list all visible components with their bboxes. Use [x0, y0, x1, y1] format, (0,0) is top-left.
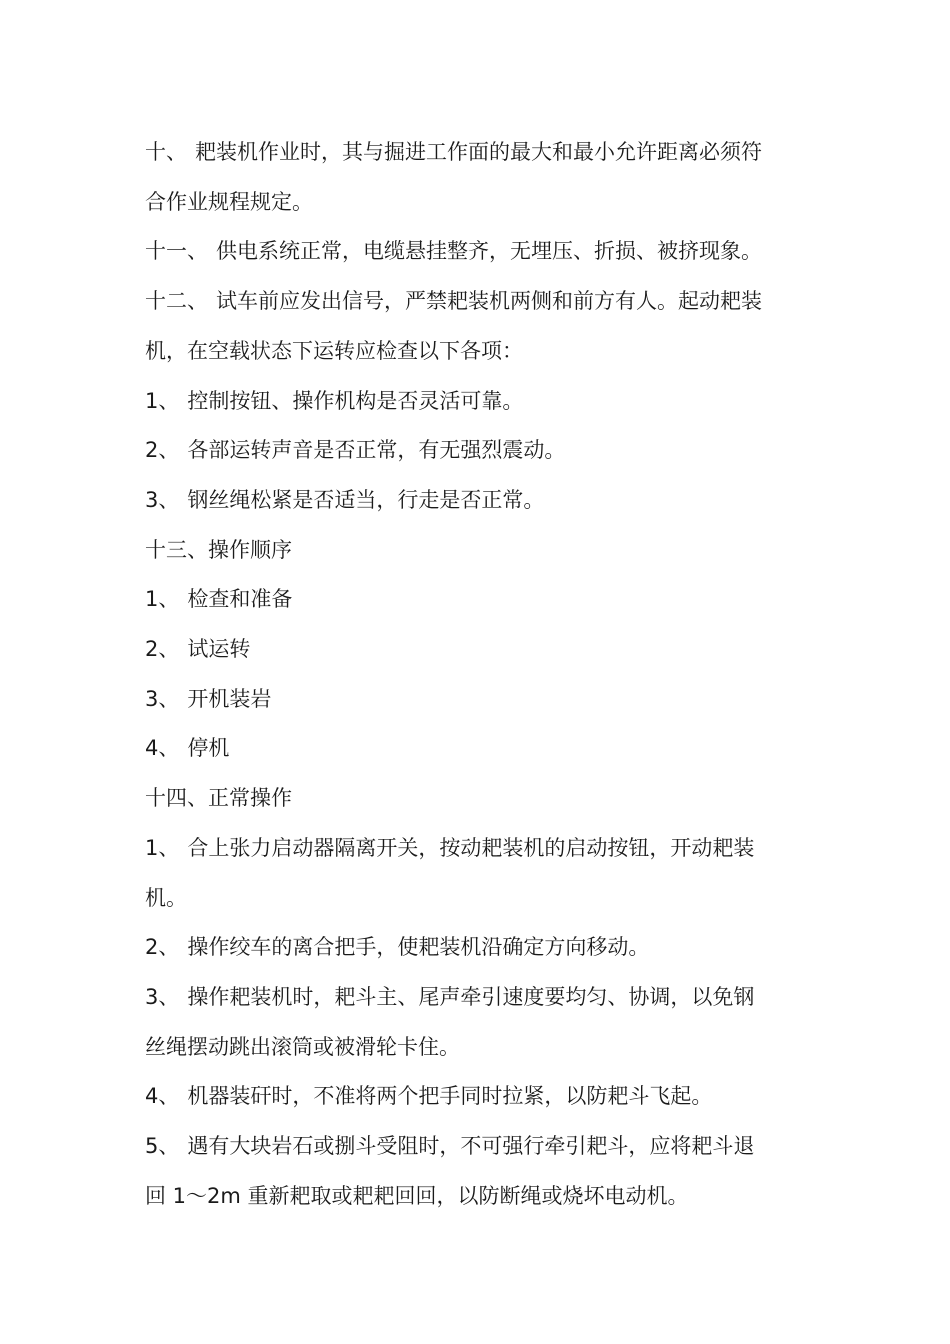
paragraph-line — [145, 1023, 810, 1073]
item-text: 合作业规程规定。 — [145, 189, 313, 214]
item-text: 丝绳摆动跳出滚筒或被滑轮卡住。 — [145, 1034, 460, 1059]
item-text: 回 1～2m 重新耙取或耙耙回回，以防断绳或烧坏电动机。 — [145, 1183, 689, 1208]
item-marker: 4、 — [145, 1084, 180, 1109]
item-text: 操作绞车的离合把手，使耙装机沿确定方向移动。 — [187, 935, 650, 960]
list-item — [145, 675, 810, 725]
item-marker: 3、 — [145, 487, 180, 512]
paragraph-line — [145, 227, 810, 277]
item-marker: 十二、 — [145, 289, 208, 314]
item-text: 十三、操作顺序 — [145, 537, 292, 562]
list-item — [145, 377, 810, 427]
item-marker: 十、 — [145, 140, 187, 164]
item-text: 遇有大块岩石或捌斗受阻时，不可强行牵引耙斗，应将耙斗退 — [187, 1134, 755, 1159]
item-text: 检查和准备 — [187, 587, 293, 612]
item-text: 开机装岩 — [187, 686, 272, 711]
item-text: 试车前应发出信号，严禁耙装机两侧和前方有人。起动耙装 — [216, 289, 762, 314]
item-text: 机。 — [145, 885, 187, 910]
list-item — [145, 923, 810, 973]
item-marker: 3、 — [145, 686, 180, 711]
item-marker: 4、 — [145, 736, 180, 761]
item-marker: 2、 — [145, 935, 180, 960]
list-item — [145, 973, 810, 1023]
item-marker: 5、 — [145, 1134, 180, 1159]
item-text: 钢丝绳松紧是否适当，行走是否正常。 — [187, 487, 545, 512]
section-heading — [145, 526, 810, 576]
item-marker: 1、 — [145, 388, 180, 413]
list-item — [145, 824, 810, 874]
item-text: 机器装矸时，不准将两个把手同时拉紧，以防耙斗飞起。 — [187, 1084, 713, 1109]
item-text: 十四、正常操作 — [145, 786, 292, 811]
item-marker: 3、 — [145, 984, 180, 1009]
list-item — [145, 1122, 810, 1172]
list-item — [145, 625, 810, 675]
item-marker: 1、 — [145, 835, 180, 860]
item-text: 操作耙装机时，耙斗主、尾声牵引速度要均匀、协调，以免钢 — [187, 984, 755, 1009]
list-item — [145, 476, 810, 526]
list-item — [145, 426, 810, 476]
paragraph-line — [145, 277, 810, 327]
list-item — [145, 724, 810, 774]
paragraph-line — [145, 1172, 810, 1222]
paragraph-line — [145, 874, 810, 924]
document-body — [145, 128, 810, 1221]
item-text: 合上张力启动器隔离开关，按动耙装机的启动按钮，开动耙装 — [187, 835, 755, 860]
item-marker: 2、 — [145, 637, 180, 662]
item-text: 耙装机作业时，其与掘进工作面的最大和最小允许距离必须符 — [195, 140, 762, 164]
item-text: 机，在空载状态下运转应检查以下各项： — [145, 338, 523, 363]
list-item — [145, 575, 810, 625]
item-text: 控制按钮、操作机构是否灵活可靠。 — [187, 388, 524, 413]
item-text: 各部运转声音是否正常，有无强烈震动。 — [187, 438, 566, 463]
item-marker: 十一、 — [145, 239, 208, 264]
item-marker: 2、 — [145, 438, 180, 463]
list-item — [145, 1072, 810, 1122]
item-text: 供电系统正常，电缆悬挂整齐，无埋压、折损、被挤现象。 — [216, 239, 762, 264]
item-marker: 1、 — [145, 587, 180, 612]
section-heading — [145, 774, 810, 824]
paragraph-line — [145, 178, 810, 228]
paragraph-line — [145, 327, 810, 377]
item-text: 停机 — [187, 736, 230, 761]
item-text: 试运转 — [187, 637, 251, 662]
paragraph-line — [145, 128, 810, 178]
